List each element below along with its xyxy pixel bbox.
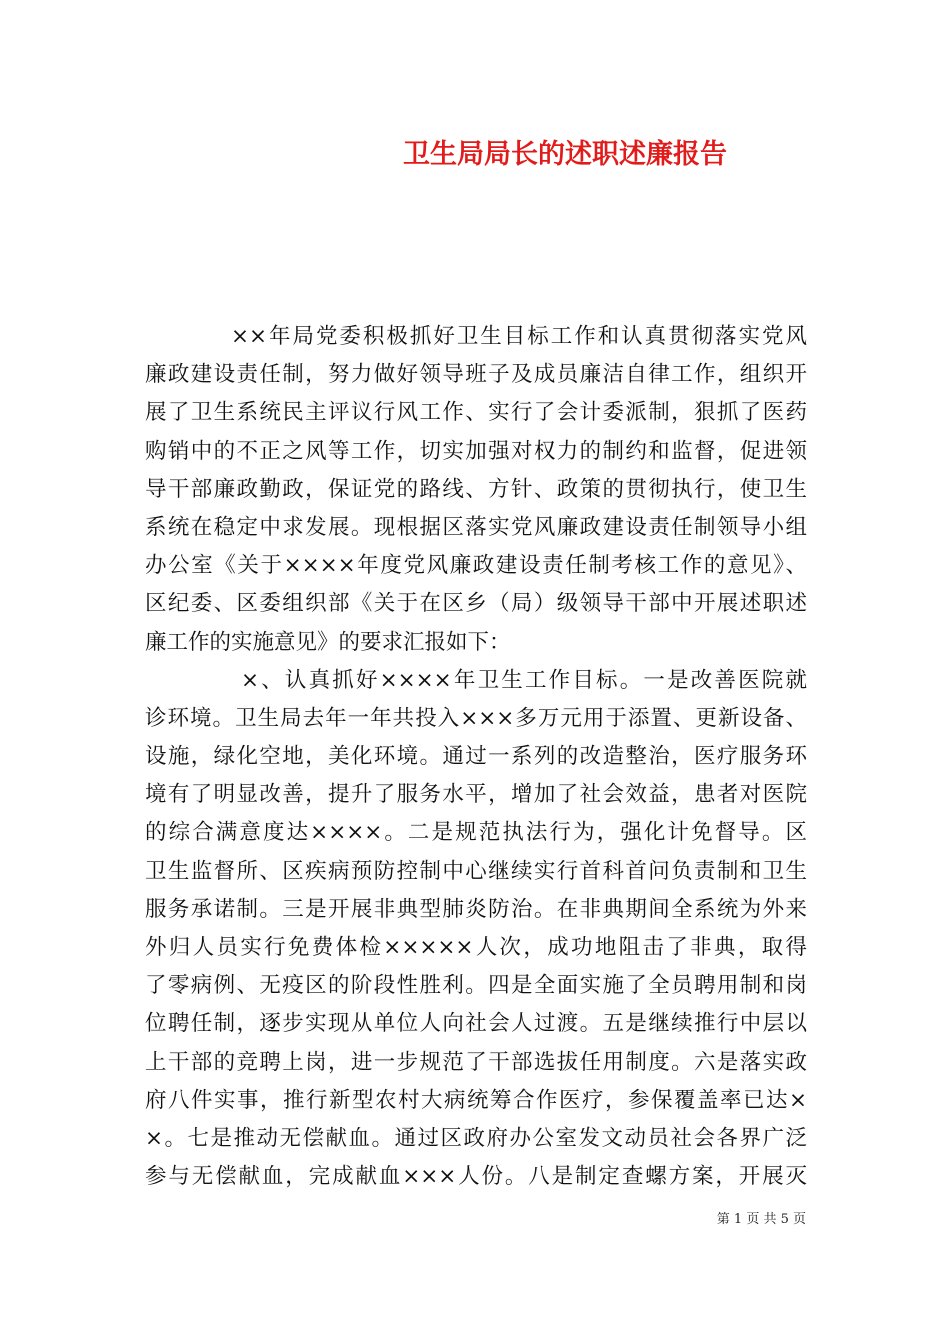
paragraph-line: ×、认真抓好××××年卫生工作目标。一是改善医院就: [241, 667, 807, 693]
paragraph-line: 上干部的竞聘上岗，进一步规范了干部选拔任用制度。六是落实政: [145, 1049, 807, 1075]
page-number-footer: 第 1 页 共 5 页: [716, 1212, 806, 1227]
paragraph-line: 服务承诺制。三是开展非典型肺炎防治。在非典期间全系统为外来: [145, 896, 807, 922]
paragraph-line: 区纪委、区委组织部《关于在区乡（局）级领导干部中开展述职述: [145, 591, 807, 617]
paragraph-line: 境有了明显改善，提升了服务水平，增加了社会效益，患者对医院: [145, 782, 807, 808]
paragraph-line: 的综合满意度达××××。二是规范执法行为，强化计免督导。区: [145, 820, 807, 846]
paragraph-line: ××年局党委积极抓好卫生目标工作和认真贯彻落实党风: [231, 324, 807, 349]
document-body: [145, 318, 807, 1196]
paragraph-line: 府八件实事，推行新型农村大病统筹合作医疗，参保覆盖率已达×: [145, 1087, 807, 1113]
paragraph-line: 设施，绿化空地，美化环境。通过一系列的改造整治，医疗服务环: [145, 744, 807, 770]
paragraph-line: 卫生监督所、区疾病预防控制中心继续实行首科首问负责制和卫生: [145, 858, 807, 884]
paragraph-1: [145, 318, 807, 662]
paragraph-line: 廉工作的实施意见》的要求汇报如下：: [145, 629, 511, 655]
paragraph-line: 参与无偿献血，完成献血×××人份。八是制定查螺方案，开展灭: [145, 1164, 807, 1190]
document-title: 卫生局局长的述职述廉报告: [403, 139, 727, 170]
paragraph-line: 系统在稳定中求发展。现根据区落实党风廉政建设责任制领导小组: [145, 514, 807, 540]
paragraph-line: 导干部廉政勤政，保证党的路线、方针、政策的贯彻执行，使卫生: [145, 476, 807, 502]
paragraph-line: ×。七是推动无偿献血。通过区政府办公室发文动员社会各界广泛: [145, 1125, 807, 1151]
paragraph-line: 廉政建设责任制，努力做好领导班子及成员廉洁自律工作，组织开: [145, 362, 807, 388]
paragraph-line: 位聘任制，逐步实现从单位人向社会人过渡。五是继续推行中层以: [145, 1011, 807, 1037]
paragraph-line: 购销中的不正之风等工作，切实加强对权力的制约和监督，促进领: [145, 438, 807, 464]
paragraph-line: 展了卫生系统民主评议行风工作、实行了会计委派制，狠抓了医药: [145, 400, 807, 426]
paragraph-line: 办公室《关于××××年度党风廉政建设责任制考核工作的意见》、: [145, 553, 807, 579]
paragraph-2: [145, 662, 807, 1197]
paragraph-line: 了零病例、无疫区的阶段性胜利。四是全面实施了全员聘用制和岗: [145, 973, 807, 999]
paragraph-line: 诊环境。卫生局去年一年共投入×××多万元用于添置、更新设备、: [145, 705, 807, 731]
paragraph-line: 外归人员实行免费体检×××××人次，成功地阻击了非典，取得: [145, 935, 807, 960]
